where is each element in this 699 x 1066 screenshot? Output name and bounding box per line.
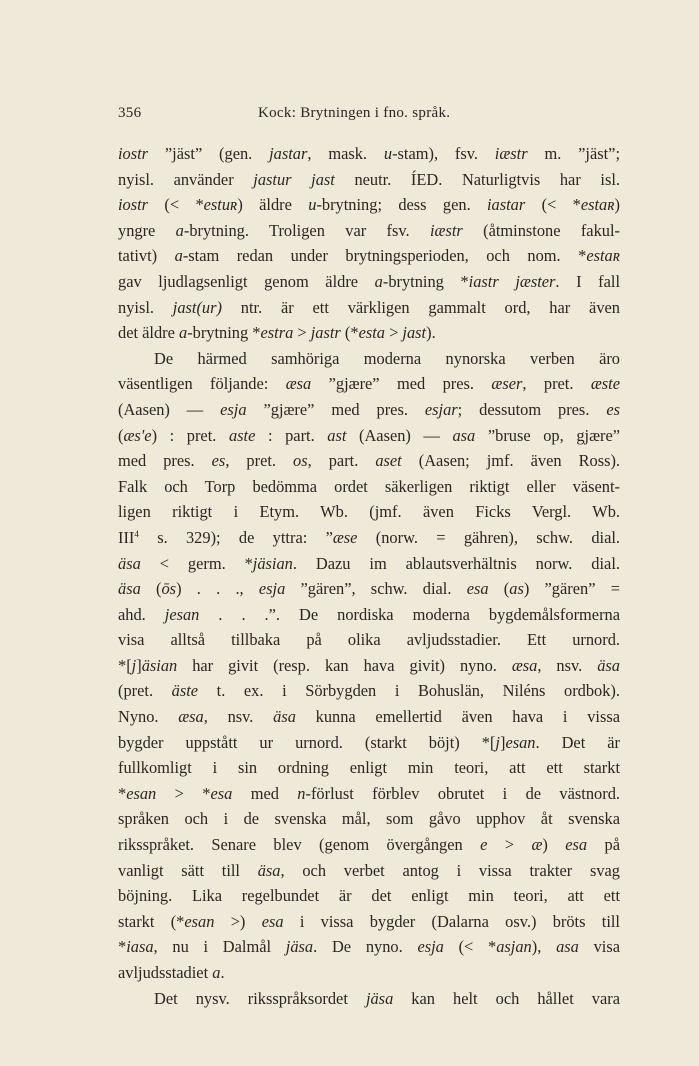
text-run: ”jäst” (gen.: [148, 144, 270, 163]
text-line: [118, 602, 620, 628]
italic-term: jastur jast: [253, 169, 335, 189]
text-run: det äldre: [118, 323, 179, 343]
text-run: *: [118, 783, 127, 803]
text-line: [118, 806, 620, 832]
text-run: ): [542, 835, 566, 855]
text-line: [118, 730, 620, 756]
text-run: , mask.: [307, 144, 384, 163]
text-run: Nyno.: [118, 707, 179, 727]
italic-term: j: [131, 655, 137, 675]
text-run: ligen riktigt i Etym. Wb. (jmf. även Ficks Vergl. Wb.: [118, 502, 620, 522]
text-run: -förlust förblev obrutet i de västnord.: [305, 783, 620, 803]
italic-term: a: [374, 271, 383, 291]
text-run: s. 329); de yttra: ”: [138, 527, 333, 547]
text-run: (åtminstone fakul-: [462, 220, 620, 240]
italic-term: æ: [531, 835, 543, 855]
text-run: , nsv.: [537, 655, 598, 675]
text-line: [118, 551, 620, 577]
text-line: [118, 704, 620, 730]
text-line: [118, 986, 620, 1012]
text-run: ; dessutom pres.: [457, 399, 607, 419]
text-run: (pret.: [118, 681, 172, 701]
text-run: ).: [426, 323, 436, 343]
italic-term: äsa: [273, 707, 296, 727]
text-run: nyisl.: [118, 297, 173, 317]
text-run: t. ex. i Sörbygden i Bohuslän, Niléns ordbok).: [198, 681, 620, 701]
text-run: .: [220, 963, 225, 982]
text-run: . Dazu im ablautsverhältnis norw. dial.: [292, 553, 620, 573]
italic-term: ast: [327, 425, 347, 445]
italic-term: estuʀ: [203, 195, 238, 215]
text-run: (: [488, 579, 510, 599]
italic-term: æse: [332, 527, 358, 547]
text-run: (< *: [443, 937, 497, 957]
text-run: med: [232, 783, 298, 803]
text-line: [118, 781, 620, 807]
italic-term: äste: [171, 681, 199, 701]
text-run: , pret.: [225, 451, 294, 471]
text-line: [118, 832, 620, 858]
text-line: [118, 243, 620, 269]
text-run: III: [118, 527, 135, 547]
text-run: avljudsstadiet: [118, 963, 213, 982]
italic-term: iastar: [487, 195, 526, 215]
page-header: [118, 105, 588, 127]
text-line: [118, 474, 620, 500]
text-run: (*: [340, 323, 359, 343]
text-run: . De nyno.: [313, 937, 418, 957]
text-run: , nu i Dalmål: [153, 937, 286, 957]
italic-term: esan: [184, 911, 215, 931]
text-run: -brytning; dess gen.: [316, 195, 487, 215]
text-run: -stam redan under brytningsperioden, och nom. *: [182, 246, 587, 266]
text-run: har givit (resp. kan hava givit) nyno.: [177, 655, 512, 675]
text-run: riksspråket. Senare blev (genom övergången: [118, 835, 481, 855]
italic-term: esjar: [424, 399, 458, 419]
text-run: De härmed samhöriga moderna nynorska verben äro: [154, 348, 620, 368]
text-run: kunna emellertid även hava i vissa: [295, 707, 620, 727]
text-line: [118, 346, 620, 372]
text-run: (Aasen; jmf. även Ross).: [401, 451, 621, 471]
running-title: Kock: Brytningen i fno. språk.: [258, 105, 451, 121]
text-run: (Aasen) —: [118, 399, 221, 419]
text-line: [118, 397, 620, 423]
page-number: 356: [118, 105, 142, 121]
text-line: [118, 576, 620, 602]
italic-term: as: [509, 579, 524, 599]
italic-term: jastar: [269, 144, 308, 163]
italic-term: e: [480, 835, 488, 855]
italic-term: esan: [505, 732, 536, 752]
text-run: Det nysv. riksspråksordet: [154, 988, 366, 1008]
italic-term: jesan: [164, 604, 200, 624]
italic-term: a: [175, 220, 184, 240]
italic-term: esa: [466, 579, 489, 599]
text-line: [118, 934, 620, 960]
text-run: neutr. ÍED. Naturligtvis har isl.: [334, 169, 620, 189]
italic-term: asjan: [496, 937, 532, 957]
italic-term: iastr jæster: [468, 271, 556, 291]
italic-term: iostr: [118, 144, 149, 163]
italic-term: jäsa: [285, 937, 314, 957]
italic-term: äsa: [597, 655, 620, 675]
text-line: [118, 167, 620, 193]
text-run: , nsv.: [203, 707, 274, 727]
text-run: ) ”gären” =: [523, 579, 620, 599]
body-text: [118, 141, 620, 1011]
italic-term: esan: [126, 783, 157, 803]
text-run: (: [140, 579, 162, 599]
text-run: >): [214, 911, 262, 931]
text-run: i vissa bygder (Dalarna osv.) bröts till: [283, 911, 620, 931]
italic-term: æste: [590, 374, 620, 394]
text-line: [118, 960, 620, 986]
italic-term: jäsian: [252, 553, 293, 573]
text-run: tativt): [118, 246, 175, 266]
text-run: : part.: [255, 425, 328, 445]
italic-term: æsa: [178, 707, 204, 727]
italic-term: äsa: [118, 579, 141, 599]
text-run: >: [384, 323, 403, 343]
text-line: [118, 320, 620, 346]
italic-term: esja: [220, 399, 247, 419]
italic-term: æsa: [285, 374, 312, 394]
text-run: med pres.: [118, 451, 212, 471]
text-line: [118, 423, 620, 449]
text-run: ”bruse op, gjære”: [475, 425, 621, 445]
text-line: [118, 295, 620, 321]
italic-term: asa: [452, 425, 476, 445]
italic-term: esa: [210, 783, 233, 803]
italic-term: jast: [402, 323, 427, 343]
italic-term: esa: [261, 911, 284, 931]
italic-term: æs'e: [123, 425, 152, 445]
italic-term: iæstr: [494, 144, 528, 163]
text-line: [118, 653, 620, 679]
text-run: , part.: [307, 451, 376, 471]
text-run: Falk och Torp bedömma ordet säkerligen riktigt eller väsent-: [118, 476, 620, 496]
text-run: ) . . .,: [176, 579, 259, 599]
italic-term: os: [293, 451, 308, 471]
text-run: *[: [118, 655, 132, 675]
text-run: språken och i de svenska mål, som gåvo upphov åt svenska: [118, 809, 620, 829]
text-run: visa: [578, 937, 621, 957]
text-run: ntr. är ett värkligen gammalt ord, har även: [221, 297, 620, 317]
italic-term: u: [383, 144, 393, 163]
italic-term: asa: [556, 937, 579, 957]
italic-term: æser: [491, 374, 523, 394]
text-run: bygder uppstått ur urnord. (starkt böjt) *[: [118, 732, 496, 752]
text-line: [118, 141, 620, 167]
text-run: yngre: [118, 220, 176, 240]
italic-term: aset: [375, 451, 402, 471]
text-run: ]: [499, 732, 506, 752]
italic-term: äsian: [141, 655, 178, 675]
italic-term: iæstr: [429, 220, 463, 240]
italic-term: esa: [565, 835, 588, 855]
text-run: kan helt och hållet vara: [393, 988, 620, 1008]
italic-term: äsa: [118, 553, 141, 573]
italic-term: esja: [417, 937, 444, 957]
italic-term: iasa: [126, 937, 154, 957]
italic-term: jastr: [310, 323, 341, 343]
italic-term: äsa: [257, 860, 281, 880]
text-line: [118, 218, 620, 244]
text-run: . Det är: [535, 732, 620, 752]
italic-term: n: [297, 783, 306, 803]
text-run: ”gären”, schw. dial.: [285, 579, 467, 599]
text-run: -stam), fsv.: [392, 144, 495, 163]
italic-term: estaʀ: [580, 195, 615, 215]
text-run: nyisl. använder: [118, 169, 254, 189]
text-run: (: [118, 425, 124, 445]
text-line: [118, 371, 620, 397]
italic-term: estra: [260, 323, 294, 343]
text-line: [118, 192, 620, 218]
text-line: [118, 269, 620, 295]
text-run: (norw. = gähren), schw. dial.: [357, 527, 620, 547]
text-run: ahd.: [118, 604, 165, 624]
text-run: > *: [156, 783, 211, 803]
text-line: [118, 525, 620, 551]
text-run: väsentligen följande:: [118, 374, 286, 394]
superscript: 4: [134, 528, 139, 539]
text-run: ”gjære” med pres.: [246, 399, 425, 419]
text-run: < germ. *: [140, 553, 253, 573]
text-run: . . .”. De nordiska moderna bygdemålsformerna: [199, 604, 620, 624]
text-run: , och verbet antog i vissa trakter svag: [280, 860, 620, 880]
text-run: på: [587, 835, 620, 855]
text-run: -brytning *: [382, 271, 469, 291]
italic-term: es: [211, 451, 226, 471]
text-line: [118, 883, 620, 909]
text-run: ”gjære” med pres.: [311, 374, 492, 394]
text-line: [118, 499, 620, 525]
italic-term: jäsa: [365, 988, 394, 1008]
text-line: [118, 448, 620, 474]
text-run: ) äldre: [237, 195, 309, 215]
italic-term: jast(ur): [172, 297, 222, 317]
text-run: fullkomligt i sin ordning enligt min teori, att ett starkt: [118, 758, 620, 778]
text-run: ) : pret.: [151, 425, 229, 445]
text-run: *: [118, 937, 127, 957]
italic-term: j: [495, 732, 500, 752]
italic-term: esta: [358, 323, 385, 343]
text-run: >: [293, 323, 311, 343]
italic-term: esja: [258, 579, 286, 599]
text-run: -brytning *: [187, 323, 261, 343]
italic-term: aste: [228, 425, 256, 445]
text-line: [118, 755, 620, 781]
text-run: (< *: [148, 195, 204, 215]
text-run: vanligt sätt till: [118, 860, 258, 880]
text-line: [118, 627, 620, 653]
italic-term: es: [606, 399, 621, 419]
text-run: ]: [136, 655, 142, 675]
text-run: gav ljudlagsenligt genom äldre: [118, 271, 375, 291]
italic-term: iostr: [118, 195, 149, 215]
text-run: m. ”jäst”;: [527, 144, 620, 163]
text-run: , pret.: [522, 374, 591, 394]
text-run: ): [614, 195, 620, 215]
text-run: starkt (*: [118, 911, 185, 931]
italic-term: a: [178, 323, 188, 343]
text-line: [118, 858, 620, 884]
italic-term: æsa: [511, 655, 538, 675]
text-run: böjning. Lika regelbundet är det enligt min teori, att ett: [118, 886, 620, 906]
italic-term: u: [308, 195, 317, 215]
text-line: [118, 678, 620, 704]
text-run: >: [487, 835, 532, 855]
text-run: . I fall: [555, 271, 621, 291]
italic-term: a: [212, 963, 221, 982]
text-run: -brytning. Troligen var fsv.: [183, 220, 430, 240]
text-run: visa alltså tillbaka på olika avljudsstadier. Ett urnord.: [118, 630, 620, 650]
italic-term: estaʀ: [586, 246, 620, 266]
italic-term: a: [174, 246, 183, 266]
text-run: (< *: [525, 195, 581, 215]
italic-term: ōs: [161, 579, 177, 599]
text-run: (Aasen) —: [346, 425, 453, 445]
text-line: [118, 909, 620, 935]
text-run: ),: [531, 937, 557, 957]
